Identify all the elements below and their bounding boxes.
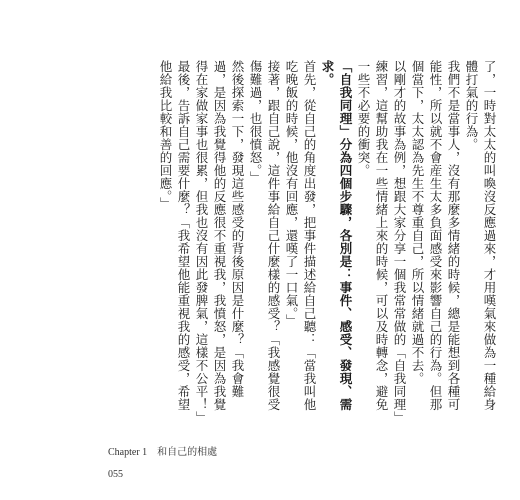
paragraph-2: 我們不是當事人，沒有那麼多情緒的時候，總是能想到各種可能性，所以就不會産生太多負面感受來影響自己的行為。但那個當下，太太認為先生不尊重自己，所以情緒就過不去。	[410, 60, 461, 411]
page-footer	[108, 446, 217, 482]
vertical-text-body	[156, 60, 498, 424]
paragraph-6-feeling: 接著，跟自己說，這件事給自己什麼樣的感受？「我感覺很受傷難過，也很憤怒。」	[248, 60, 281, 411]
chapter-row	[108, 446, 217, 460]
paragraph-1: 了，一時對太太的叫喚沒反應過來，才用嘆氣來做為一種給身體打氣的行為。	[464, 60, 497, 411]
paragraph-3: 以剛才的故事為例，想跟大家分享一個我常常做的「自我同理」練習，這幫助我在一些情緒上來的時候，可以及時轉念，避免一些不必要的衝突。	[356, 60, 407, 418]
paragraph-8-need: 最後，告訴自己需要什麼？「我希望他能重視我的感受，希望他給我比較和善的回應。」	[158, 60, 191, 411]
paragraph-5-event: 首先，從自己的角度出發，把事件描述給自己聽：「當我叫他吃晚飯的時候，他沒有回應，還嘆了一口氣。」	[284, 60, 317, 411]
chapter-label: Chapter 1	[108, 447, 148, 458]
paragraph-7-discovery: 然後探索一下，發現這些感受的背後原因是什麼？「我會難過，是因為我覺得他的反應很不重視我，我憤怒，是因為我覺得在家做家事也很累，但我也沒有因此發脾氣，這樣不公平！」	[194, 60, 245, 424]
chapter-title: 和自己的相處	[157, 447, 218, 458]
page-number: 055	[108, 469, 123, 480]
paragraph-4-steps: 「自我同理」分為四個步驟，各別是：事件、感受、發現、需求。	[320, 60, 353, 411]
